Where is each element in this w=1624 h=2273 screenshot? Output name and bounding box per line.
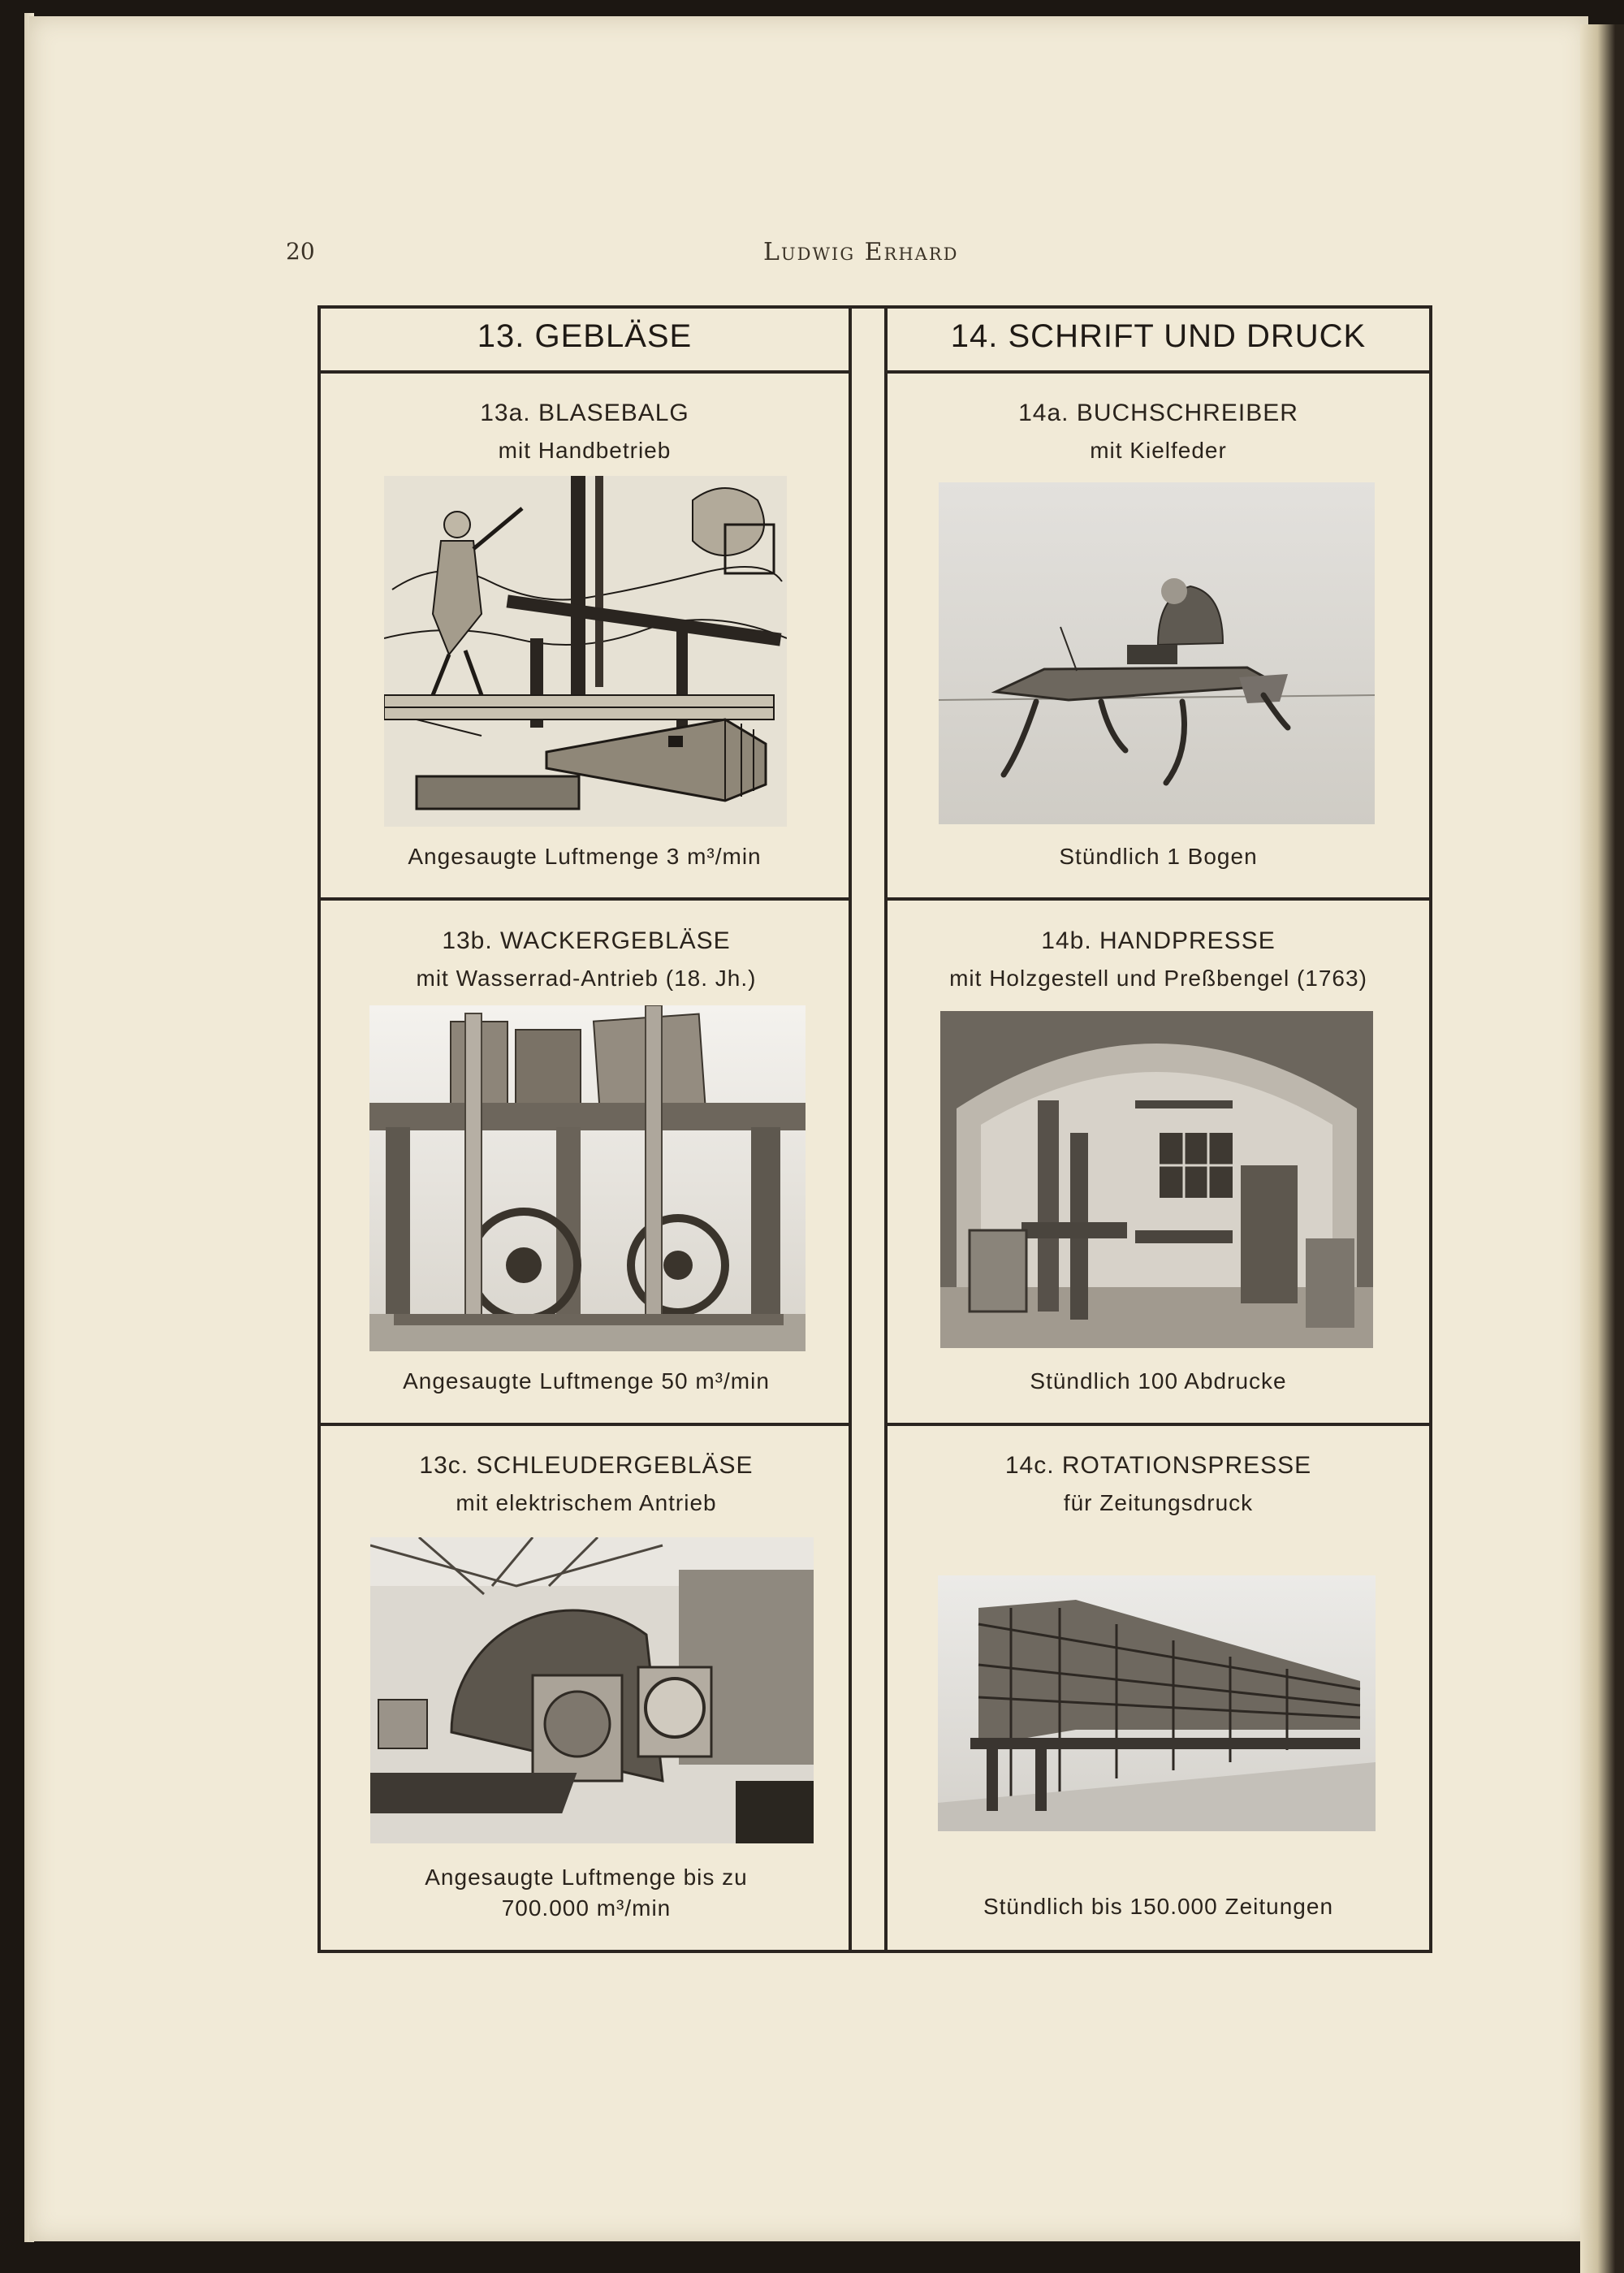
item-subtitle: mit Wasserrad-Antrieb (18. Jh.) (416, 966, 757, 991)
item-title: 13b. WACKERGEBLÄSE (442, 927, 731, 954)
item-subtitle: mit Holzgestell und Preßbengel (1763) (949, 966, 1367, 991)
header-rule-right (888, 370, 1429, 374)
header-rule-left (321, 370, 849, 374)
woodcut-hand-bellows-illustration (384, 476, 787, 827)
cell-title-14c (888, 1447, 1429, 1522)
book-gutter (1580, 24, 1624, 2273)
centrifugal-blower-photo (370, 1537, 814, 1843)
cell-title-13c (321, 1447, 852, 1522)
row-rule-right-1 (888, 897, 1429, 901)
page-number: 20 (286, 238, 315, 265)
caption-line: 700.000 m³/min (501, 1895, 672, 1921)
running-head-author: Ludwig Erhard (763, 238, 959, 266)
cell-title-14b (888, 923, 1429, 997)
caption-line: Angesaugte Luftmenge bis zu (425, 1865, 748, 1890)
cell-title-13a (321, 395, 849, 469)
column-divider-left (849, 305, 852, 1950)
item-title: 14a. BUCHSCHREIBER (1018, 400, 1298, 426)
caption-14c: Stündlich bis 150.000 Zeitungen (983, 1894, 1334, 1919)
water-wheel-blower-photo (369, 1005, 806, 1351)
item-subtitle: mit Handbetrieb (498, 438, 672, 463)
column-divider-right (884, 305, 888, 1950)
caption-13a: Angesaugte Luftmenge 3 m³/min (408, 844, 762, 869)
item-subtitle: für Zeitungsdruck (1063, 1490, 1254, 1515)
caption-14b: Stündlich 100 Abdrucke (1030, 1368, 1287, 1394)
hand-press-room-photo (940, 1011, 1373, 1348)
caption-14a: Stündlich 1 Bogen (1059, 844, 1258, 869)
item-subtitle: mit Kielfeder (1090, 438, 1227, 463)
item-title: 14b. HANDPRESSE (1041, 927, 1276, 954)
column-header-schrift-druck: 14. SCHRIFT UND DRUCK (950, 318, 1367, 354)
item-title: 13c. SCHLEUDERGEBLÄSE (419, 1452, 754, 1479)
cell-title-14a (888, 395, 1429, 469)
column-header-geblaese: 13. GEBLÄSE (477, 318, 693, 354)
row-rule-right-2 (888, 1423, 1429, 1426)
caption-13c (321, 1862, 852, 1924)
row-rule-left-1 (321, 897, 849, 901)
item-subtitle: mit elektrischem Antrieb (456, 1490, 717, 1515)
row-rule-left-2 (321, 1423, 849, 1426)
cell-title-13b (321, 923, 852, 997)
rotary-press-photo (938, 1575, 1376, 1831)
item-title: 13a. BLASEBALG (480, 400, 689, 426)
item-title: 14c. ROTATIONSPRESSE (1004, 1452, 1312, 1479)
scribe-at-desk-photo (939, 482, 1375, 824)
caption-13b: Angesaugte Luftmenge 50 m³/min (403, 1368, 770, 1394)
